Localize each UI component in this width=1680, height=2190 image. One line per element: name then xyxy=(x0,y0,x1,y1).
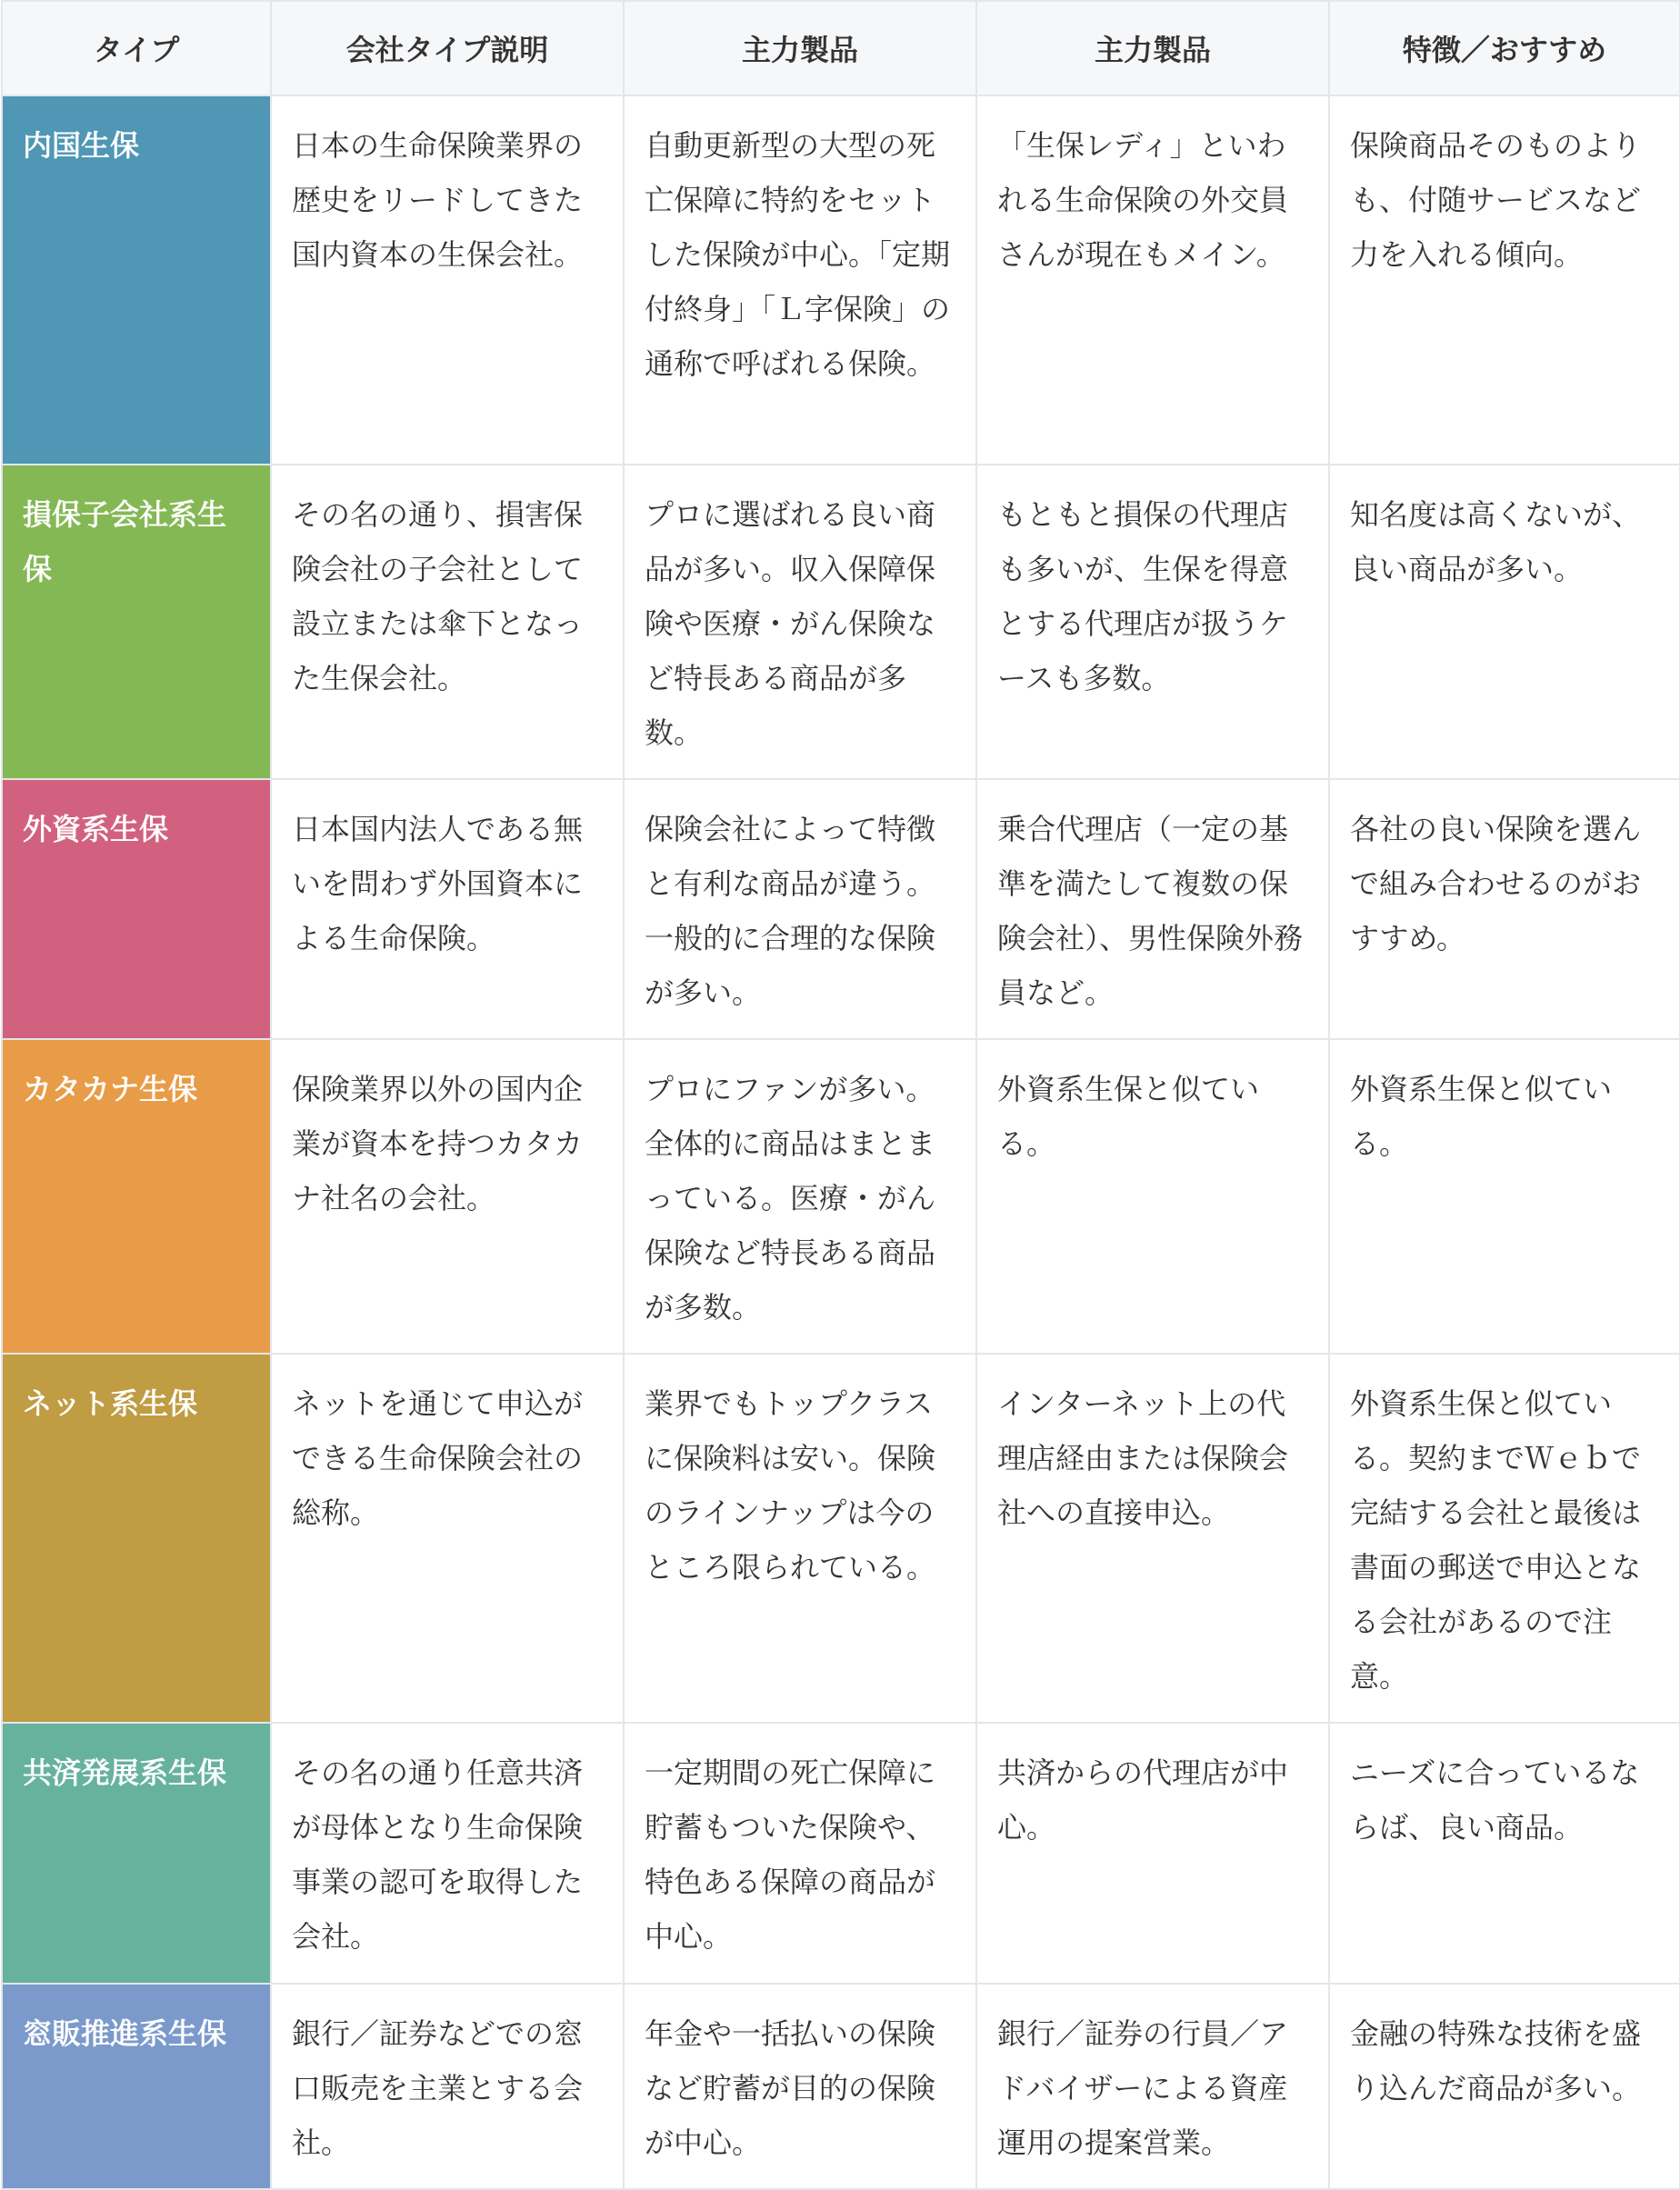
features-cell: ニーズに合っているならば、良い商品。 xyxy=(1329,1723,1680,1984)
description-cell: 日本国内法人である無いを問わず外国資本による生命保険。 xyxy=(271,779,624,1039)
description-cell: 日本の生命保険業界の歴史をリードしてきた国内資本の生保会社。 xyxy=(271,95,624,465)
table-row xyxy=(2,1039,1680,1354)
type-cell-bancassurance: 窓販推進系生保 xyxy=(2,1984,271,2189)
main-products-cell: 年金や一括払いの保険など貯蓄が目的の保険が中心。 xyxy=(624,1984,976,2189)
main-products-cell-2: 「生保レディ」といわれる生命保険の外交員さんが現在もメイン。 xyxy=(976,95,1329,465)
main-products-cell-2: インターネット上の代理店経由または保険会社への直接申込。 xyxy=(976,1354,1329,1723)
table-row xyxy=(2,779,1680,1039)
features-cell: 各社の良い保険を選んで組み合わせるのがおすすめ。 xyxy=(1329,779,1680,1039)
main-products-cell-2: 乗合代理店（一定の基準を満たして複数の保険会社）、男性保険外務員など。 xyxy=(976,779,1329,1039)
features-cell: 保険商品そのものよりも、付随サービスなど力を入れる傾向。 xyxy=(1329,95,1680,465)
main-products-cell: プロにファンが多い。全体的に商品はまとまっている。医療・がん保険など特長ある商品が多数。 xyxy=(624,1039,976,1354)
table-row xyxy=(2,1723,1680,1984)
main-products-cell: プロに選ばれる良い商品が多い。収入保障保険や医療・がん保険など特長ある商品が多数。 xyxy=(624,465,976,779)
header-features: 特徴／おすすめ xyxy=(1329,1,1680,95)
description-cell: その名の通り、損害保険会社の子会社として設立または傘下となった生保会社。 xyxy=(271,465,624,779)
main-products-cell-2: 共済からの代理店が中心。 xyxy=(976,1723,1329,1984)
type-cell-non-life-subsidiary: 損保子会社系生保 xyxy=(2,465,271,779)
table-body xyxy=(2,95,1680,2189)
main-products-cell-2: もともと損保の代理店も多いが、生保を得意とする代理店が扱うケースも多数。 xyxy=(976,465,1329,779)
insurance-company-types-table xyxy=(1,0,1680,2190)
main-products-cell: 保険会社によって特徴と有利な商品が違う。一般的に合理的な保険が多い。 xyxy=(624,779,976,1039)
type-cell-domestic: 内国生保 xyxy=(2,95,271,465)
features-cell: 外資系生保と似ている。 xyxy=(1329,1039,1680,1354)
type-cell-online: ネット系生保 xyxy=(2,1354,271,1723)
features-cell: 外資系生保と似ている。契約までＷｅｂで完結する会社と最後は書面の郵送で申込となる会社があるので注意。 xyxy=(1329,1354,1680,1723)
header-description: 会社タイプ説明 xyxy=(271,1,624,95)
description-cell: ネットを通じて申込ができる生命保険会社の総称。 xyxy=(271,1354,624,1723)
main-products-cell-2: 銀行／証券の行員／アドバイザーによる資産運用の提案営業。 xyxy=(976,1984,1329,2189)
features-cell: 金融の特殊な技術を盛り込んだ商品が多い。 xyxy=(1329,1984,1680,2189)
features-cell: 知名度は高くないが、良い商品が多い。 xyxy=(1329,465,1680,779)
header-main-products: 主力製品 xyxy=(624,1,976,95)
type-cell-mutual-aid: 共済発展系生保 xyxy=(2,1723,271,1984)
header-row xyxy=(2,1,1680,95)
table-row xyxy=(2,465,1680,779)
table-row xyxy=(2,95,1680,465)
main-products-cell: 業界でもトップクラスに保険料は安い。保険のラインナップは今のところ限られている。 xyxy=(624,1354,976,1723)
table-row xyxy=(2,1354,1680,1723)
description-cell: 保険業界以外の国内企業が資本を持つカタカナ社名の会社。 xyxy=(271,1039,624,1354)
header-main-products-2: 主力製品 xyxy=(976,1,1329,95)
description-cell: 銀行／証券などでの窓口販売を主業とする会社。 xyxy=(271,1984,624,2189)
header-type: タイプ xyxy=(2,1,271,95)
description-cell: その名の通り任意共済が母体となり生命保険事業の認可を取得した会社。 xyxy=(271,1723,624,1984)
type-cell-foreign: 外資系生保 xyxy=(2,779,271,1039)
table-row xyxy=(2,1984,1680,2189)
type-cell-katakana: カタカナ生保 xyxy=(2,1039,271,1354)
main-products-cell: 自動更新型の大型の死亡保障に特約をセットした保険が中心。「定期付終身」「Ｌ字保険」の通称で呼ばれる保険。 xyxy=(624,95,976,465)
main-products-cell-2: 外資系生保と似ている。 xyxy=(976,1039,1329,1354)
main-products-cell: 一定期間の死亡保障に貯蓄もついた保険や、特色ある保障の商品が中心。 xyxy=(624,1723,976,1984)
table-header xyxy=(2,1,1680,95)
